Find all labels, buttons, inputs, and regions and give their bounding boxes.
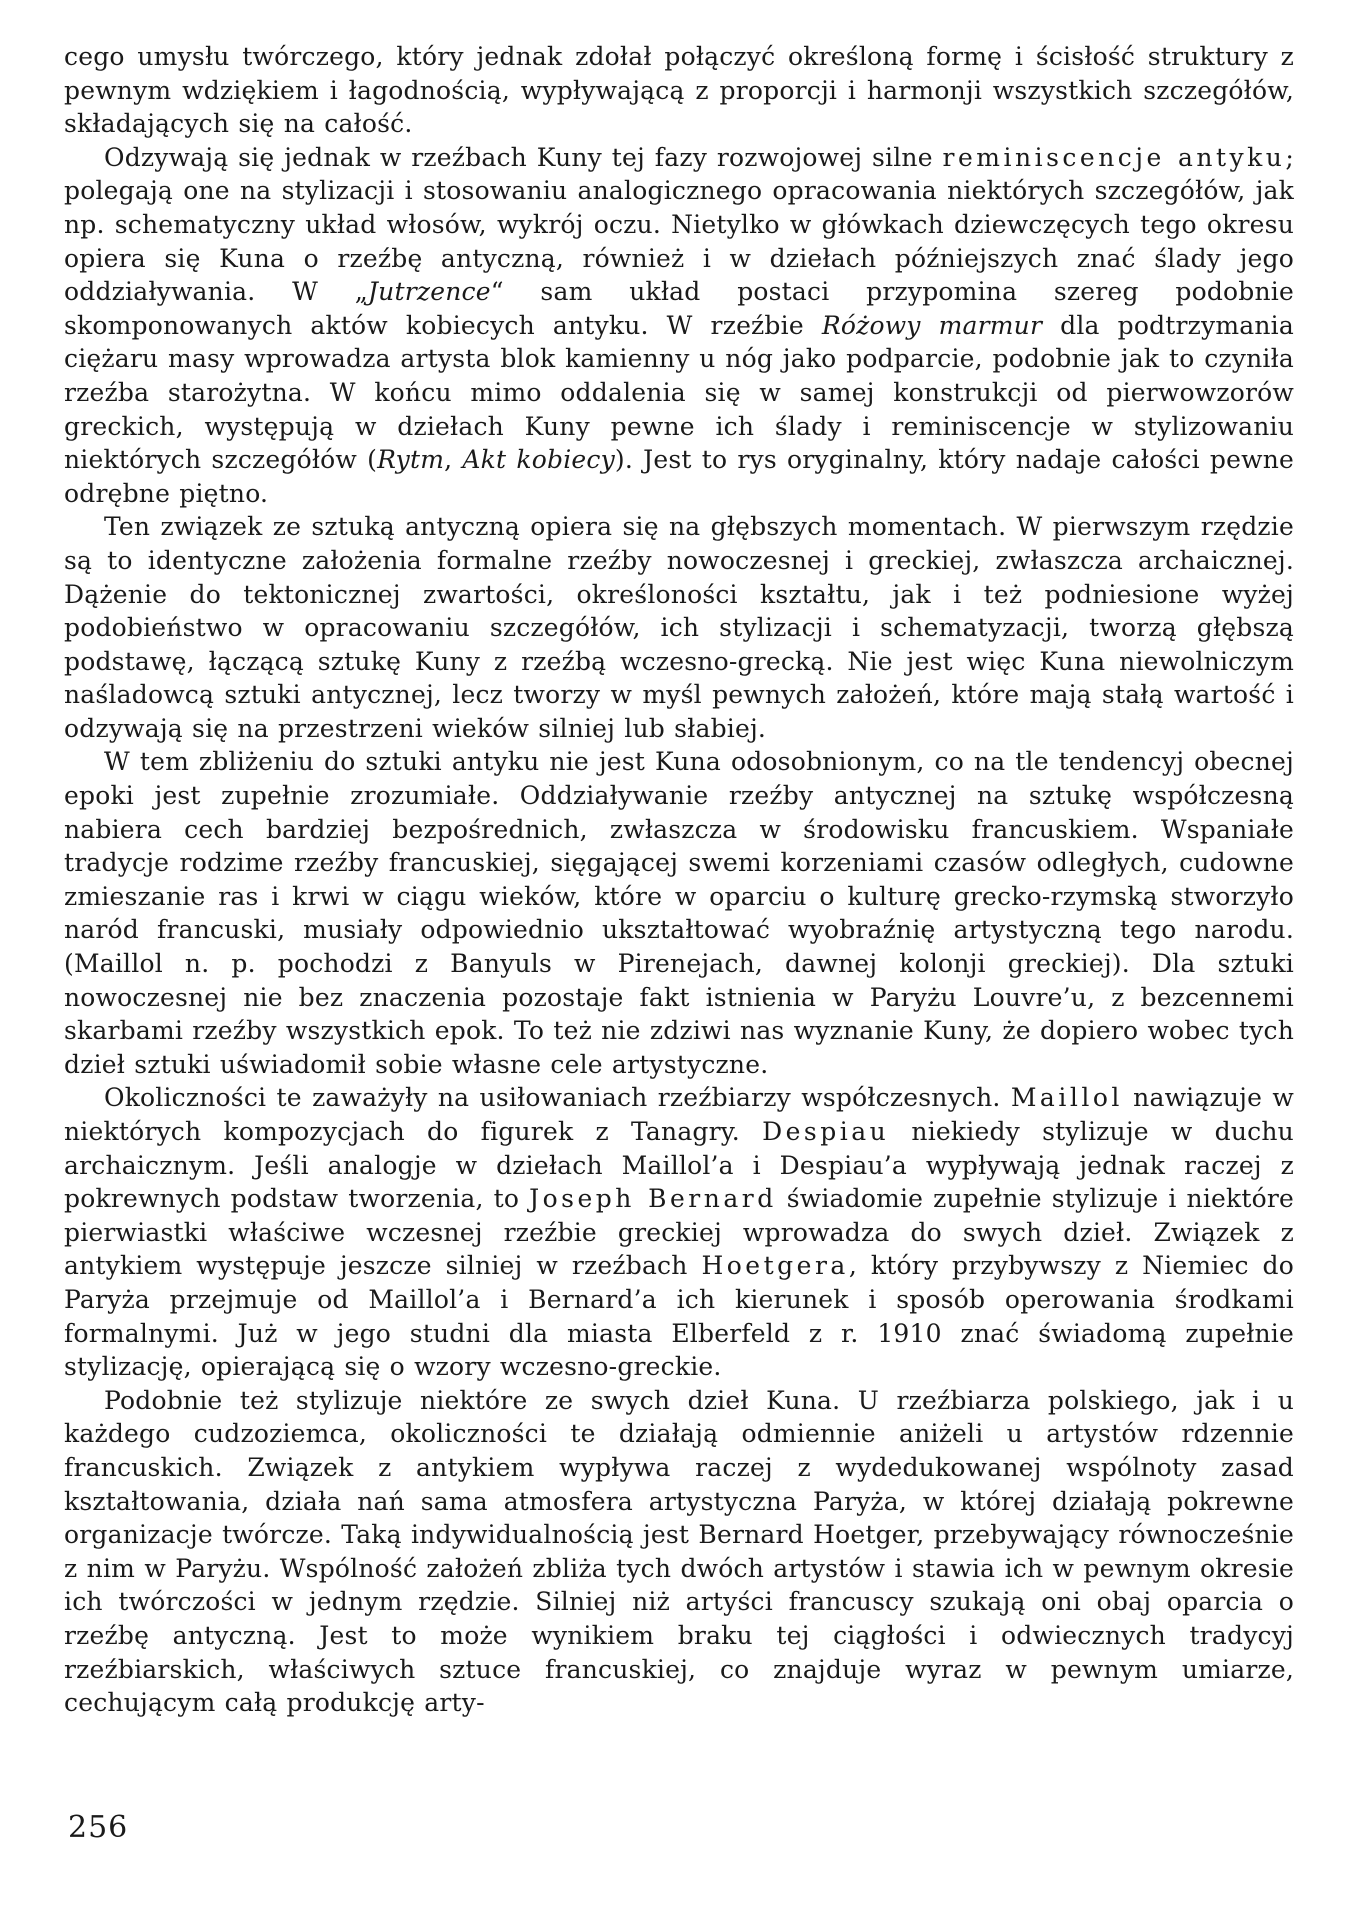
- text-run: Okoliczności te zaważyły na usiłowaniach rzeźbiarzy współczesnych.: [104, 1083, 1011, 1113]
- text-run: , który przybywszy z Niemiec do Paryża przejmuje od Maillol’a i Bernard’a ich kierunek i sposób operowania środkami formalnymi. Już w jego studni dla miasta Elberfeld z r. 1910 znać świadomą zupełnie stylizację, opierającą się o wzory wczesno-greckie.: [64, 1251, 1294, 1382]
- spaced-emphasis: reminiscencje antyku: [942, 142, 1286, 172]
- text-run: cego umysłu twórczego, który jednak zdołał połączyć określoną formę i ścisłość struktury z pewnym wdziękiem i łagodnością, wypływającą z proporcji i harmonji wszystkich szczegółów, składających się na całość.: [64, 42, 1294, 139]
- italic-title: Akt kobiecy: [462, 445, 615, 475]
- paragraph: [64, 745, 1294, 1081]
- text-run: ). Jest to rys oryginalny, który nadaje całości pewne odrębne piętno.: [64, 445, 1295, 508]
- text-run: Podobnie też stylizuje niektóre ze swych dzieł Kuna. U rzeźbiarza polskiego, jak i u każdego cudzoziemca, okoliczności te działają odmiennie aniżeli u artystów rdzennie francuskich. Związek z antykiem wypływa raczej z wydedukowanej wspólnoty zasad kształtowania, działa nań sama atmosfera artystyczna Paryża, w której działają pokrewne organizacje twórcze. Taką indywidualnością jest Bernard Hoetger, przebywający równocześnie z nim w Paryżu. Wspólność założeń zbliża tych dwóch artystów i stawia ich w pewnym okresie ich twórczości w jednym rzędzie. Silniej niż artyści francuscy szukają oni obaj oparcia o rzeźbę antyczną. Jest to może wynikiem braku tej ciągłości i odwiecznych tradycyj rzeźbiarskich, właściwych sztuce francuskiej, co znajduje wyraz w pewnym umiarze, cechującym całą produkcję arty-: [64, 1385, 1294, 1718]
- text-run: ; polegają one na stylizacji i stosowaniu analogicznego opracowania niektórych szczegółów, jak np. schematyczny układ włosów, wykrój oczu. Nietylko w główkach dziewczęcych tego okresu opiera się Kuna o rzeźbę antyczną, również i w dziełach późniejszych znać ślady jego oddziaływania. W „: [64, 142, 1294, 307]
- spaced-emphasis: Maillol: [1010, 1083, 1123, 1113]
- spaced-emphasis: Despiau: [762, 1117, 890, 1146]
- text-run: świadomie zupełnie stylizuje i niektóre pierwiastki właściwe wczesnej rzeźbie greckiej wprowadza do swych dzieł. Związek z antykiem występuje jeszcze silniej w rzeźbach: [64, 1184, 1295, 1281]
- text-run: nawiązuje w niektórych kompozycjach do figurek z Tanagry.: [64, 1083, 1294, 1146]
- paragraph: [64, 1081, 1294, 1383]
- spaced-emphasis: Joseph Bernard: [529, 1184, 777, 1214]
- text-run: Odzywają się jednak w rzeźbach Kuny tej fazy rozwojowej silne: [104, 142, 943, 172]
- paragraph: [64, 40, 1294, 141]
- paragraph: [64, 1384, 1294, 1720]
- spaced-emphasis: Hoetgera: [701, 1251, 849, 1281]
- page-number: 256: [68, 1810, 129, 1845]
- text-run: niekiedy stylizuje w duchu archaicznym. Jeśli analogje w dziełach Maillol’a i Despiau’a wypływają jednak raczej z pokrewnych podstaw tworzenia, to: [64, 1117, 1294, 1214]
- text-run: W tem zbliżeniu do sztuki antyku nie jest Kuna odosobnionym, co na tle tendencyj obecnej epoki jest zupełnie zrozumiałe. Oddziaływanie rzeźby antycznej na sztukę współczesną nabiera cech bardziej bezpośrednich, zwłaszcza w środowisku francuskiem. Wspaniałe tradycje rodzime rzeźby francuskiej, sięgającej swemi korzeniami czasów odległych, cudowne zmieszanie ras i krwi w ciągu wieków, które w oparciu o kulturę grecko-rzymską stworzyło naród francuski, musiały odpowiednio ukształtować wyobraźnię artystyczną tego narodu. (Maillol n. p. pochodzi z Banyuls w Pirenejach, dawnej kolonji greckiej). Dla sztuki nowoczesnej nie bez znaczenia pozostaje fakt istnienia w Paryżu Louvre’u, z bezcennemi skarbami rzeźby wszystkich epok. To też nie zdziwi nas wyznanie Kuny, że dopiero wobec tych dzieł sztuki uświadomił sobie własne cele artystyczne.: [64, 747, 1294, 1079]
- italic-title: Rytm: [377, 445, 445, 475]
- body-text: [64, 40, 1294, 1720]
- text-run: Ten związek ze sztuką antyczną opiera się na głębszych momentach. W pierwszym rzędzie są to identyczne założenia formalne rzeźby nowoczesnej i greckiej, zwłaszcza archaicznej. Dążenie do tektonicznej zwartości, określoności kształtu, jak i też podniesione wyżej podobieństwo w opracowaniu szczegółów, ich stylizacji i schematyzacji, tworzą głębszą podstawę, łączącą sztukę Kuny z rzeźbą wczesno-grecką. Nie jest więc Kuna niewolniczym naśladowcą sztuki antycznej, lecz tworzy w myśl pewnych założeń, które mają stałą wartość i odzywają się na przestrzeni wieków silniej lub słabiej.: [64, 512, 1294, 743]
- italic-title: Jutrzence: [367, 277, 491, 307]
- paragraph: [64, 141, 1294, 511]
- paragraph: [64, 510, 1294, 745]
- text-run: dla podtrzymania ciężaru masy wprowadza artysta blok kamienny u nóg jako podparcie, podobnie jak to czyniła rzeźba starożytna. W końcu mimo oddalenia się w samej konstrukcji od pierwowzorów greckich, występują w dziełach Kuny pewne ich ślady i reminiscencje w stylizowaniu niektórych szczegółów (: [64, 310, 1294, 475]
- text-run: ,: [444, 445, 463, 475]
- italic-title: Różowy marmur: [821, 310, 1043, 340]
- text-run: “ sam układ postaci przypomina szereg podobnie skomponowanych aktów kobiecych antyku. W rzeźbie: [64, 277, 1294, 340]
